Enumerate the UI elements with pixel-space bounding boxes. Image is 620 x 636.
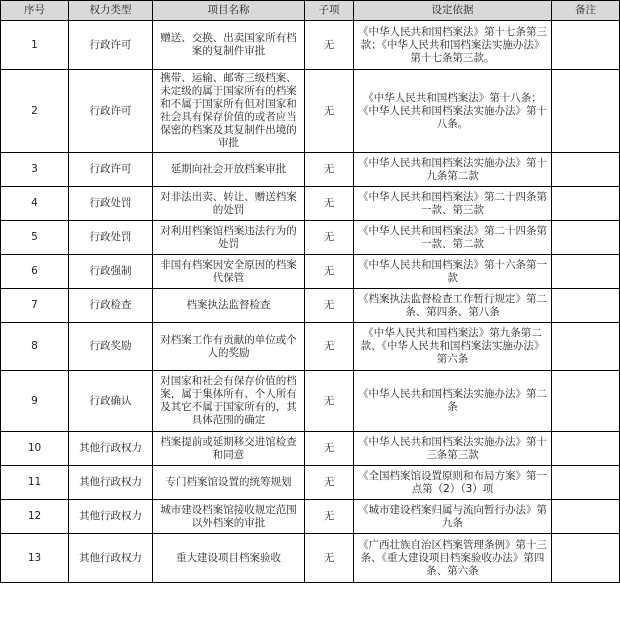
- cell-type: 行政处罚: [69, 221, 153, 255]
- cell-seq: 4: [1, 187, 69, 221]
- cell-note: [552, 255, 620, 289]
- cell-name: 对档案工作有贡献的单位或个人的奖励: [153, 323, 305, 371]
- cell-basis: 《中华人民共和国档案法》第九条第二款、《中华人民共和国档案法实施办法》第六条: [354, 323, 552, 371]
- cell-note: [552, 323, 620, 371]
- cell-sub: 无: [305, 289, 354, 323]
- cell-seq: 6: [1, 255, 69, 289]
- cell-seq: 5: [1, 221, 69, 255]
- cell-type: 行政检查: [69, 289, 153, 323]
- cell-sub: 无: [305, 534, 354, 583]
- cell-sub: 无: [305, 153, 354, 187]
- table-row: [1, 221, 620, 255]
- cell-note: [552, 70, 620, 153]
- cell-basis: 《中华人民共和国档案法》第十八条；《中华人民共和国档案法实施办法》第十八条。: [354, 70, 552, 153]
- header-name: 项目名称: [153, 1, 305, 21]
- cell-name: 赠送、交换、出卖国家所有档案的复制件审批: [153, 21, 305, 70]
- table-row: [1, 323, 620, 371]
- cell-type: 其他行政权力: [69, 432, 153, 466]
- table-row: [1, 21, 620, 70]
- cell-seq: 9: [1, 371, 69, 432]
- cell-name: 非国有档案因安全原因的档案代保管: [153, 255, 305, 289]
- cell-note: [552, 187, 620, 221]
- cell-seq: 8: [1, 323, 69, 371]
- cell-type: 行政处罚: [69, 187, 153, 221]
- cell-seq: 7: [1, 289, 69, 323]
- cell-seq: 1: [1, 21, 69, 70]
- cell-note: [552, 500, 620, 534]
- cell-seq: 13: [1, 534, 69, 583]
- cell-sub: 无: [305, 21, 354, 70]
- cell-type: 行政许可: [69, 21, 153, 70]
- cell-seq: 10: [1, 432, 69, 466]
- cell-basis: 《中华人民共和国档案法》第二十四条第一款、第二款: [354, 221, 552, 255]
- cell-basis: 《中华人民共和国档案法实施办法》第十九条第二款: [354, 153, 552, 187]
- cell-seq: 11: [1, 466, 69, 500]
- cell-note: [552, 153, 620, 187]
- table-row: [1, 500, 620, 534]
- cell-note: [552, 534, 620, 583]
- cell-type: 行政强制: [69, 255, 153, 289]
- cell-sub: 无: [305, 187, 354, 221]
- cell-note: [552, 466, 620, 500]
- cell-sub: 无: [305, 70, 354, 153]
- cell-basis: 《广西壮族自治区档案管理条例》第十三条、《重大建设项目档案验收办法》第四条、第六条: [354, 534, 552, 583]
- cell-sub: 无: [305, 323, 354, 371]
- cell-sub: 无: [305, 432, 354, 466]
- cell-name: 档案提前或延期移交进馆检查和同意: [153, 432, 305, 466]
- cell-note: [552, 371, 620, 432]
- cell-name: 对非法出卖、转让、赠送档案的处罚: [153, 187, 305, 221]
- cell-type: 其他行政权力: [69, 534, 153, 583]
- header-note: 备注: [552, 1, 620, 21]
- table-body: [1, 21, 620, 583]
- cell-note: [552, 21, 620, 70]
- header-basis: 设定依据: [354, 1, 552, 21]
- cell-sub: 无: [305, 466, 354, 500]
- cell-basis: 《中华人民共和国档案法实施办法》第十三条第三款: [354, 432, 552, 466]
- cell-basis: 《全国档案馆设置原则和布局方案》第一点第（2）（3）项: [354, 466, 552, 500]
- table-row: [1, 70, 620, 153]
- cell-name: 延期向社会开放档案审批: [153, 153, 305, 187]
- table-row: [1, 432, 620, 466]
- cell-note: [552, 289, 620, 323]
- cell-name: 重大建设项目档案验收: [153, 534, 305, 583]
- header-row: [1, 1, 620, 21]
- table-row: [1, 255, 620, 289]
- cell-basis: 《中华人民共和国档案法》第十六条第一款: [354, 255, 552, 289]
- table-row: [1, 187, 620, 221]
- header-seq: 序号: [1, 1, 69, 21]
- cell-basis: 《中华人民共和国档案法》第十七条第三款；《中华人民共和国档案法实施办法》第十七条第三款。: [354, 21, 552, 70]
- cell-type: 行政奖励: [69, 323, 153, 371]
- cell-type: 行政许可: [69, 153, 153, 187]
- table-row: [1, 466, 620, 500]
- cell-note: [552, 432, 620, 466]
- cell-name: 城市建设档案馆接收规定范围以外档案的审批: [153, 500, 305, 534]
- cell-basis: 《城市建设档案归属与流向暂行办法》第九条: [354, 500, 552, 534]
- header-type: 权力类型: [69, 1, 153, 21]
- table-row: [1, 371, 620, 432]
- table-row: [1, 153, 620, 187]
- cell-type: 其他行政权力: [69, 466, 153, 500]
- cell-sub: 无: [305, 371, 354, 432]
- cell-type: 其他行政权力: [69, 500, 153, 534]
- cell-sub: 无: [305, 500, 354, 534]
- header-sub: 子项: [305, 1, 354, 21]
- cell-type: 行政确认: [69, 371, 153, 432]
- cell-basis: 《中华人民共和国档案法实施办法》第二条: [354, 371, 552, 432]
- cell-name: 档案执法监督检查: [153, 289, 305, 323]
- cell-seq: 3: [1, 153, 69, 187]
- cell-name: 携带、运输、邮寄三级档案、未定级的属于国家所有的档案和不属于国家所有但对国家和社会具有保存价值的或者应当保密的档案及其复制件出境的审批: [153, 70, 305, 153]
- cell-name: 专门档案馆设置的统筹规划: [153, 466, 305, 500]
- cell-basis: 《档案执法监督检查工作暂行规定》第二条、第四条、第八条: [354, 289, 552, 323]
- cell-seq: 2: [1, 70, 69, 153]
- cell-note: [552, 221, 620, 255]
- cell-basis: 《中华人民共和国档案法》第二十四条第一款、第三款: [354, 187, 552, 221]
- table-row: [1, 289, 620, 323]
- cell-name: 对利用档案馆档案违法行为的处罚: [153, 221, 305, 255]
- cell-name: 对国家和社会有保存价值的档案，属于集体所有、个人所有及其它不属于国家所有的，其具体范围的确定: [153, 371, 305, 432]
- cell-sub: 无: [305, 221, 354, 255]
- cell-seq: 12: [1, 500, 69, 534]
- table-row: [1, 534, 620, 583]
- cell-type: 行政许可: [69, 70, 153, 153]
- cell-sub: 无: [305, 255, 354, 289]
